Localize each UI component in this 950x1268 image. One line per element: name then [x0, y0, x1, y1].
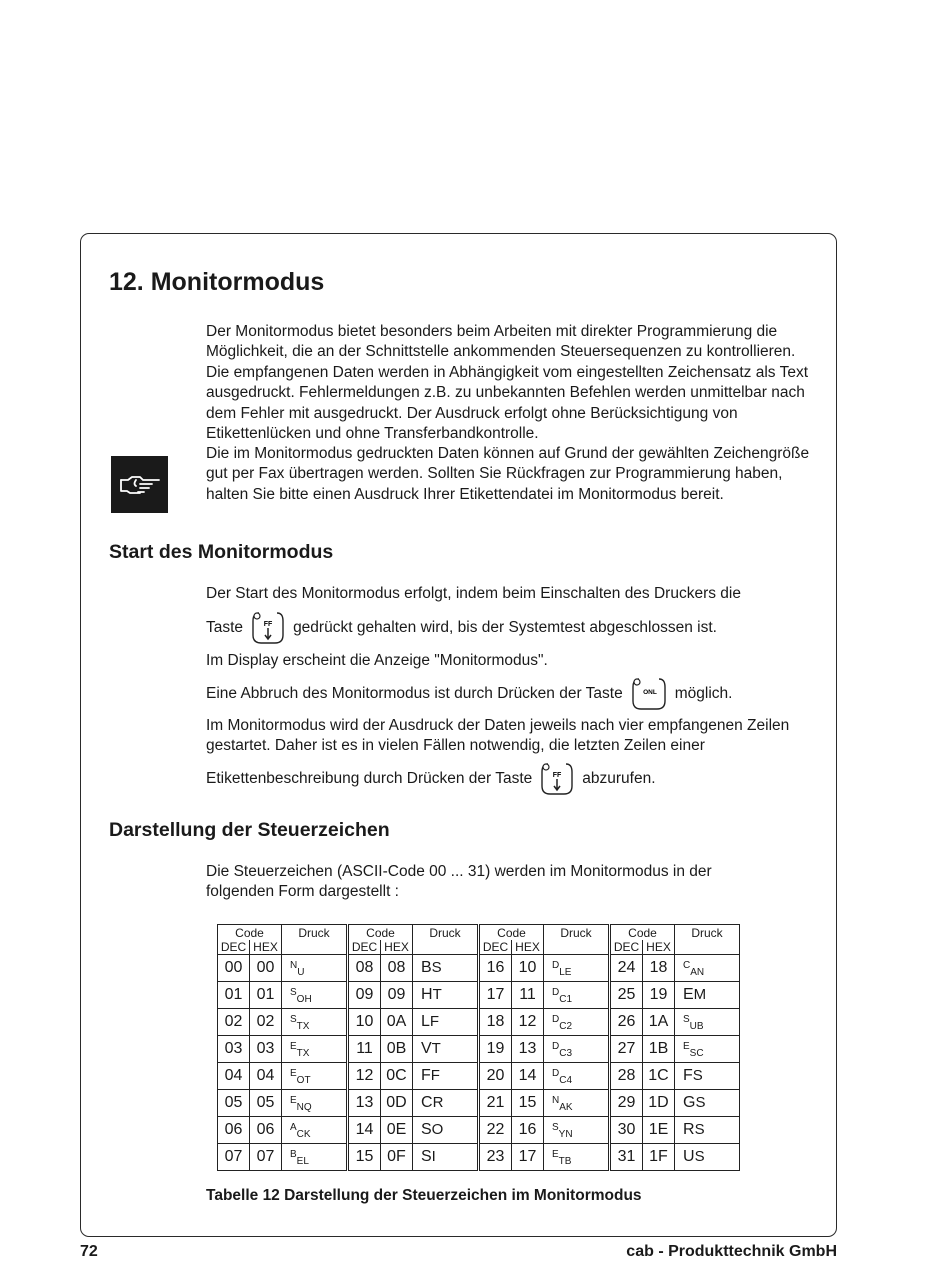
cell-druck-glyph: ESC	[675, 1036, 740, 1063]
table-row	[218, 1144, 740, 1171]
cell-druck-glyph: NU	[282, 955, 348, 982]
table-caption: Tabelle 12 Darstellung der Steuerzeichen im Monitormodus	[206, 1187, 642, 1204]
table-row	[218, 955, 740, 982]
cell-hex: 12	[512, 1009, 544, 1036]
cell-hex: 10	[512, 955, 544, 982]
cell-dec: 30	[610, 1117, 643, 1144]
header-dec: DEC	[479, 940, 512, 955]
cell-hex: 01	[250, 982, 282, 1009]
cell-druck-glyph: EM	[675, 982, 740, 1009]
cell-druck-glyph: SO	[413, 1117, 479, 1144]
start-line-3: Im Display erscheint die Anzeige "Monitormodus".	[206, 652, 548, 669]
cell-hex: 0A	[381, 1009, 413, 1036]
cell-druck-glyph: FF	[413, 1063, 479, 1090]
cell-hex: 17	[512, 1144, 544, 1171]
ff-key-icon	[540, 762, 574, 796]
cell-dec: 08	[348, 955, 381, 982]
start-line-2: Taste FF gedrückt gehalten wird, bis der Systemtest abgeschlossen ist.	[206, 611, 717, 645]
header-hex: HEX	[250, 940, 282, 955]
section-title: 12. Monitormodus	[109, 268, 325, 296]
cell-druck-glyph: BS	[413, 955, 479, 982]
cell-druck-glyph: SYN	[544, 1117, 610, 1144]
header-code: Code	[218, 925, 282, 941]
cell-dec: 13	[348, 1090, 381, 1117]
cell-druck-glyph: FS	[675, 1063, 740, 1090]
header-hex: HEX	[512, 940, 544, 955]
cell-druck-glyph: LF	[413, 1009, 479, 1036]
cell-hex: 0F	[381, 1144, 413, 1171]
cell-dec: 18	[479, 1009, 512, 1036]
cell-druck-glyph: DLE	[544, 955, 610, 982]
table-row	[218, 1090, 740, 1117]
cell-hex: 02	[250, 1009, 282, 1036]
cell-dec: 09	[348, 982, 381, 1009]
cell-hex: 04	[250, 1063, 282, 1090]
table-row	[218, 1063, 740, 1090]
cell-dec: 04	[218, 1063, 250, 1090]
cell-druck-glyph: SUB	[675, 1009, 740, 1036]
cell-dec: 19	[479, 1036, 512, 1063]
cell-hex: 08	[381, 955, 413, 982]
footer-company: cab - Produkttechnik GmbH	[626, 1243, 837, 1260]
header-hex: HEX	[643, 940, 675, 955]
start-line-1: Der Start des Monitormodus erfolgt, indem beim Einschalten des Druckers die	[206, 585, 741, 602]
cell-dec: 16	[479, 955, 512, 982]
cell-hex: 18	[643, 955, 675, 982]
ff-key-icon	[251, 611, 285, 645]
cell-hex: 15	[512, 1090, 544, 1117]
cell-druck-glyph: ENQ	[282, 1090, 348, 1117]
cell-druck-glyph: CR	[413, 1090, 479, 1117]
start-line-5: Im Monitormodus wird der Ausdruck der Daten jeweils nach vier empfangenen Zeilen gestartet. Daher ist es in vielen Fällen notwendig, die letzten Zeilen einer	[206, 717, 790, 755]
header-druck: Druck	[544, 925, 610, 955]
intro-paragraph: Der Monitormodus bietet besonders beim Arbeiten mit direkter Programmierung die Möglichkeit, die an der Schnittstelle ankommenden Steuersequenzen zu kontrollieren. Die empfangenen Daten werden in Abhängigkeit vom eingestellten Zeichensatz als Text ausgedruckt. Fehlermeldungen z.B. zu unbekannten Befehlen werden unmittelbar nach dem Fehler mit ausgedruckt. Der Ausdruck erfolgt ohne Berücksichtigung von Etikettenlücken und ohne Transferbandkontrolle.	[206, 323, 809, 443]
cell-dec: 12	[348, 1063, 381, 1090]
svg-text:ONL: ONL	[642, 689, 657, 696]
header-druck: Druck	[282, 925, 348, 955]
cell-dec: 00	[218, 955, 250, 982]
cell-druck-glyph: SI	[413, 1144, 479, 1171]
cell-hex: 05	[250, 1090, 282, 1117]
cell-hex: 1B	[643, 1036, 675, 1063]
cell-dec: 06	[218, 1117, 250, 1144]
header-code: Code	[479, 925, 544, 941]
table-row	[218, 982, 740, 1009]
start-heading: Start des Monitormodus	[109, 541, 334, 563]
cell-dec: 20	[479, 1063, 512, 1090]
cell-druck-glyph: US	[675, 1144, 740, 1171]
cell-hex: 0B	[381, 1036, 413, 1063]
cell-druck-glyph: DC2	[544, 1009, 610, 1036]
cell-dec: 11	[348, 1036, 381, 1063]
cell-dec: 24	[610, 955, 643, 982]
cell-druck-glyph: STX	[282, 1009, 348, 1036]
header-dec: DEC	[610, 940, 643, 955]
cell-dec: 05	[218, 1090, 250, 1117]
cell-hex: 1E	[643, 1117, 675, 1144]
cell-druck-glyph: BEL	[282, 1144, 348, 1171]
cell-hex: 09	[381, 982, 413, 1009]
cell-hex: 07	[250, 1144, 282, 1171]
page-number: 72	[80, 1243, 98, 1260]
start-line-4: Eine Abbruch des Monitormodus ist durch Drücken der Taste ONL möglich.	[206, 677, 732, 711]
cell-hex: 03	[250, 1036, 282, 1063]
cell-hex: 0D	[381, 1090, 413, 1117]
svg-text:FF: FF	[263, 621, 273, 628]
cell-druck-glyph: ACK	[282, 1117, 348, 1144]
cell-druck-glyph: CAN	[675, 955, 740, 982]
cell-hex: 06	[250, 1117, 282, 1144]
cell-hex: 0C	[381, 1063, 413, 1090]
cell-hex: 19	[643, 982, 675, 1009]
cell-druck-glyph: SOH	[282, 982, 348, 1009]
cell-dec: 01	[218, 982, 250, 1009]
cell-dec: 03	[218, 1036, 250, 1063]
cell-dec: 31	[610, 1144, 643, 1171]
cell-druck-glyph: DC1	[544, 982, 610, 1009]
cell-dec: 07	[218, 1144, 250, 1171]
cell-hex: 1C	[643, 1063, 675, 1090]
cell-dec: 14	[348, 1117, 381, 1144]
cell-dec: 17	[479, 982, 512, 1009]
cell-hex: 13	[512, 1036, 544, 1063]
header-druck: Druck	[675, 925, 740, 955]
cell-hex: 1A	[643, 1009, 675, 1036]
cell-hex: 11	[512, 982, 544, 1009]
cell-dec: 02	[218, 1009, 250, 1036]
header-code: Code	[610, 925, 675, 941]
cell-hex: 0E	[381, 1117, 413, 1144]
display-paragraph: Die Steuerzeichen (ASCII-Code 00 ... 31) werden im Monitormodus in der folgenden Form dargestellt :	[206, 863, 712, 901]
cell-dec: 10	[348, 1009, 381, 1036]
control-char-table	[217, 924, 740, 1171]
cell-dec: 23	[479, 1144, 512, 1171]
cell-dec: 29	[610, 1090, 643, 1117]
cell-hex: 1D	[643, 1090, 675, 1117]
cell-dec: 15	[348, 1144, 381, 1171]
cell-dec: 27	[610, 1036, 643, 1063]
cell-dec: 26	[610, 1009, 643, 1036]
cell-dec: 25	[610, 982, 643, 1009]
svg-text:FF: FF	[552, 772, 562, 779]
cell-druck-glyph: ETX	[282, 1036, 348, 1063]
cell-hex: 16	[512, 1117, 544, 1144]
cell-druck-glyph: HT	[413, 982, 479, 1009]
header-dec: DEC	[348, 940, 381, 955]
cell-druck-glyph: RS	[675, 1117, 740, 1144]
cell-druck-glyph: DC4	[544, 1063, 610, 1090]
cell-hex: 14	[512, 1063, 544, 1090]
header-druck: Druck	[413, 925, 479, 955]
header-dec: DEC	[218, 940, 250, 955]
cell-dec: 21	[479, 1090, 512, 1117]
table-row	[218, 1117, 740, 1144]
cell-druck-glyph: NAK	[544, 1090, 610, 1117]
start-line-6: Etikettenbeschreibung durch Drücken der Taste FF abzurufen.	[206, 762, 656, 796]
cell-druck-glyph: DC3	[544, 1036, 610, 1063]
cell-hex: 1F	[643, 1144, 675, 1171]
note-hand-icon	[111, 456, 168, 513]
table-row	[218, 1036, 740, 1063]
cell-hex: 00	[250, 955, 282, 982]
table-row	[218, 1009, 740, 1036]
cell-druck-glyph: VT	[413, 1036, 479, 1063]
header-code: Code	[348, 925, 413, 941]
cell-dec: 28	[610, 1063, 643, 1090]
cell-druck-glyph: ETB	[544, 1144, 610, 1171]
cell-dec: 22	[479, 1117, 512, 1144]
cell-druck-glyph: EOT	[282, 1063, 348, 1090]
header-hex: HEX	[381, 940, 413, 955]
cell-druck-glyph: GS	[675, 1090, 740, 1117]
onl-key-icon	[631, 677, 667, 711]
note-paragraph: Die im Monitormodus gedruckten Daten können auf Grund der gewählten Zeichengröße gut per Fax übertragen werden. Sollten Sie Rückfragen zur Programmierung haben, halten Sie bitte einen Ausdruck Ihrer Etikettendatei im Monitormodus bereit.	[206, 445, 810, 503]
display-heading: Darstellung der Steuerzeichen	[109, 819, 390, 841]
